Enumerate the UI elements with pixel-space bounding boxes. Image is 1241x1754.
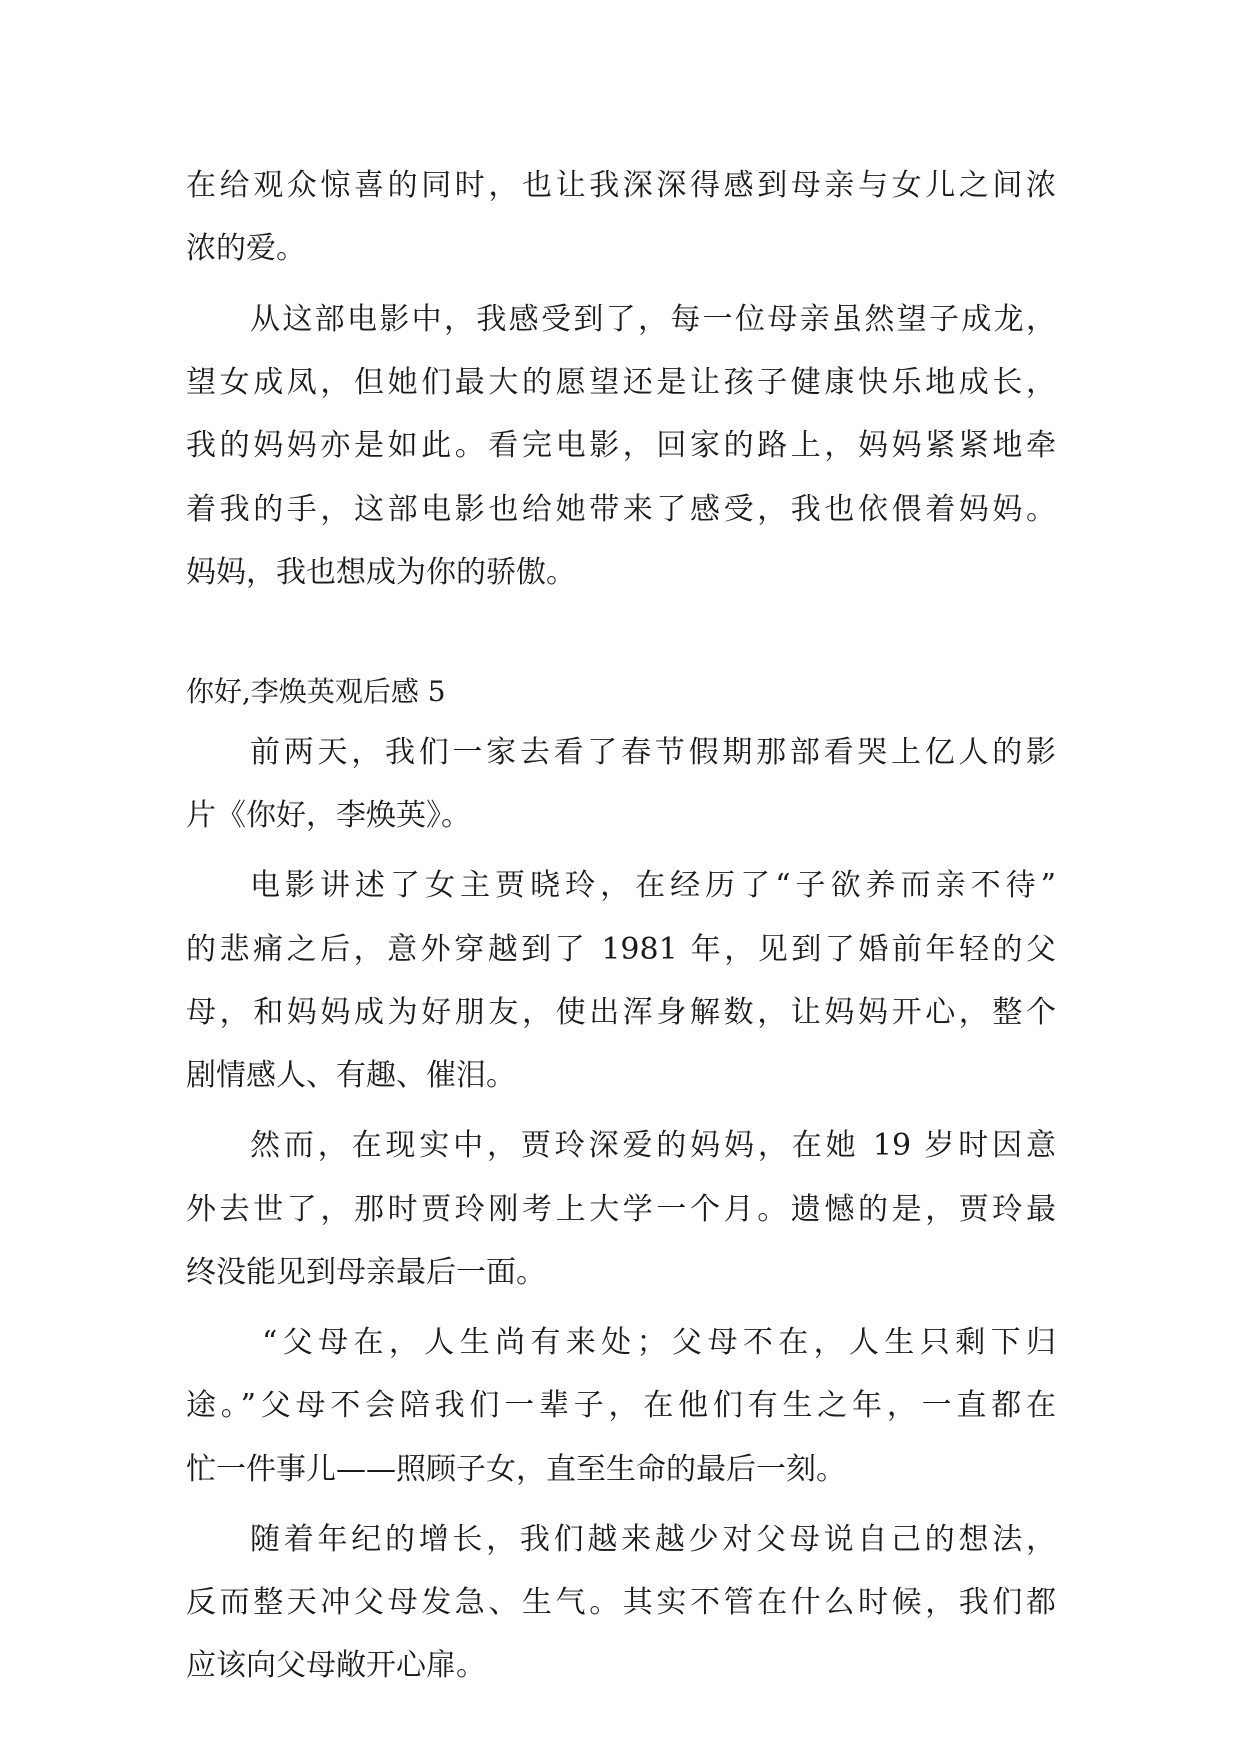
paragraph-line: 然而，在现实中，贾玲深爱的妈妈，在她 19 岁时因意 <box>250 1128 1056 1163</box>
paragraph-line: 反而整天冲父母发急、生气。其实不管在什么时候，我们都 <box>186 1585 1056 1620</box>
paragraph-line: 片《你好，李焕英》。 <box>186 798 471 833</box>
paragraph-line: 望女成凤，但她们最大的愿望还是让孩子健康快乐地成长， <box>186 365 1056 400</box>
paragraph-line: 浓的爱。 <box>186 231 306 266</box>
paragraph-line: 忙一件事儿——照顾子女，直至生命的最后一刻。 <box>186 1452 846 1487</box>
paragraph-line: 随着年纪的增长，我们越来越少对父母说自己的想法， <box>250 1522 1056 1557</box>
section-heading: 你好,李焕英观后感 5 <box>186 675 446 708</box>
paragraph-line: 着我的手，这部电影也给她带来了感受，我也依偎着妈妈。 <box>186 492 1056 527</box>
paragraph-line: 途。”父母不会陪我们一辈子，在他们有生之年，一直都在 <box>186 1388 1056 1423</box>
paragraph-line: 应该向父母敞开心扉。 <box>186 1648 486 1683</box>
paragraph-line: 的悲痛之后，意外穿越到了 1981 年，见到了婚前年轻的父 <box>186 932 1056 967</box>
paragraph-line: 终没能见到母亲最后一面。 <box>186 1255 546 1290</box>
paragraph-line: 外去世了，那时贾玲刚考上大学一个月。遗憾的是，贾玲最 <box>186 1192 1056 1227</box>
paragraph-line: 剧情感人、有趣、催泪。 <box>186 1058 516 1093</box>
paragraph-line: 前两天，我们一家去看了春节假期那部看哭上亿人的影 <box>250 735 1056 770</box>
paragraph-line: 从这部电影中，我感受到了，每一位母亲虽然望子成龙， <box>250 302 1056 337</box>
paragraph-line: 妈妈，我也想成为你的骄傲。 <box>186 555 576 590</box>
paragraph-line: “父母在，人生尚有来处；父母不在，人生只剩下归 <box>262 1325 1056 1360</box>
paragraph-line: 在给观众惊喜的同时，也让我深深得感到母亲与女儿之间浓 <box>186 168 1056 203</box>
paragraph-line: 电影讲述了女主贾晓玲，在经历了“子欲养而亲不待” <box>250 868 1056 903</box>
paragraph-line: 我的妈妈亦是如此。看完电影，回家的路上，妈妈紧紧地牵 <box>186 428 1056 463</box>
paragraph-line: 母，和妈妈成为好朋友，使出浑身解数，让妈妈开心，整个 <box>186 995 1056 1030</box>
